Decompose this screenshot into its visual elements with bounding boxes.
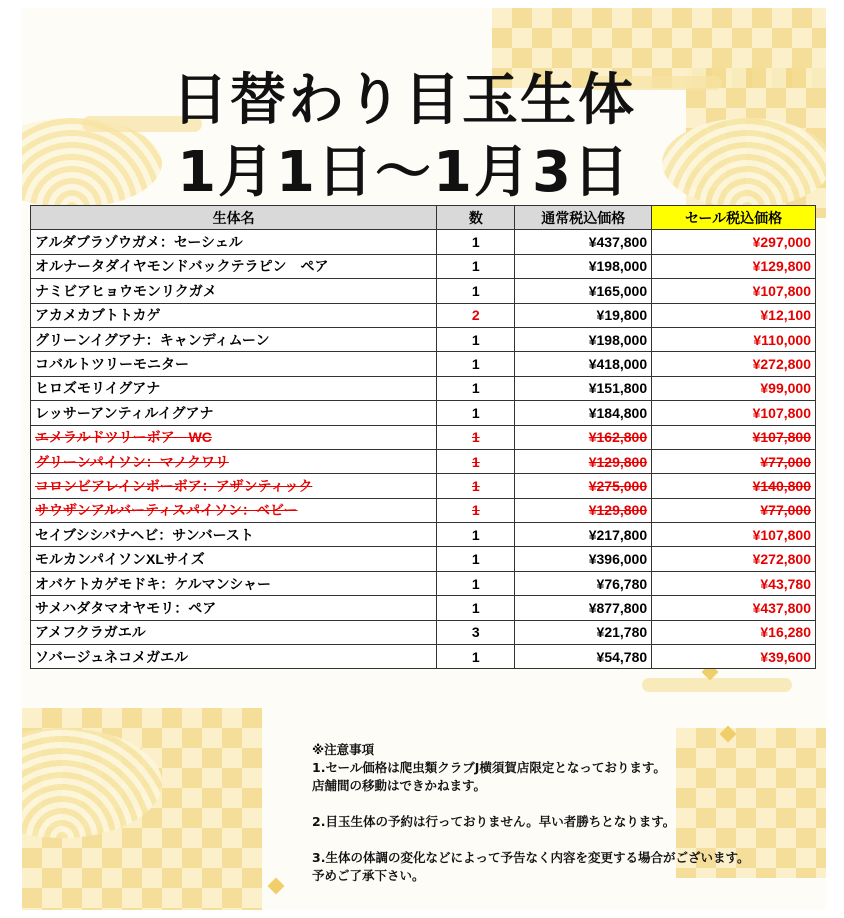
table-row-sold-out	[31, 449, 816, 473]
row-sale-price: ¥272,800	[652, 352, 816, 376]
row-qty: 1	[437, 352, 515, 376]
header-regular-price: 通常税込価格	[515, 206, 652, 230]
row-sale-price: ¥140,800	[652, 474, 816, 498]
row-sale-price: ¥107,800	[652, 401, 816, 425]
table-row-sold-out	[31, 498, 816, 522]
row-sale-price: ¥99,000	[652, 376, 816, 400]
row-regular-price: ¥162,800	[515, 425, 652, 449]
table-header-row	[31, 206, 816, 230]
row-sale-price: ¥129,800	[652, 254, 816, 278]
table-row	[31, 547, 816, 571]
row-name: サウザンアルバーティスパイソン：ベビー	[31, 498, 437, 522]
row-qty: 1	[437, 327, 515, 351]
row-regular-price: ¥19,800	[515, 303, 652, 327]
row-regular-price: ¥198,000	[515, 327, 652, 351]
row-qty: 1	[437, 449, 515, 473]
row-regular-price: ¥217,800	[515, 523, 652, 547]
row-regular-price: ¥151,800	[515, 376, 652, 400]
row-qty: 1	[437, 254, 515, 278]
row-regular-price: ¥198,000	[515, 254, 652, 278]
row-sale-price: ¥77,000	[652, 449, 816, 473]
date-range-title: 1月1日～1月3日	[177, 140, 631, 205]
row-name: アメフクラガエル	[31, 620, 437, 644]
note-1-line-2: 店舗間の移動はできかねます。	[312, 778, 487, 793]
row-regular-price: ¥437,800	[515, 230, 652, 254]
row-name: コロンビアレインボーボア：アザンティック	[31, 474, 437, 498]
poster	[22, 8, 826, 910]
note-3-line-2: 予めご了承下さい。	[312, 868, 425, 883]
table-row-sold-out	[31, 425, 816, 449]
note-3-line-1: 3.生体の体調の変化などによって予告なく内容を変更する場合がございます。	[312, 850, 750, 865]
row-qty: 2	[437, 303, 515, 327]
header-qty: 数	[437, 206, 515, 230]
row-regular-price: ¥877,800	[515, 596, 652, 620]
table-row	[31, 620, 816, 644]
row-regular-price: ¥184,800	[515, 401, 652, 425]
note-2: 2.目玉生体の予約は行っておりません。早い者勝ちとなります。	[312, 814, 676, 829]
row-qty: 1	[437, 645, 515, 669]
row-name: オバケトカゲモドキ：ケルマンシャー	[31, 571, 437, 595]
header-sale-price: セール税込価格	[652, 206, 816, 230]
table-row	[31, 279, 816, 303]
row-regular-price: ¥396,000	[515, 547, 652, 571]
row-sale-price: ¥107,800	[652, 279, 816, 303]
row-regular-price: ¥129,800	[515, 498, 652, 522]
diamond-ornament-2	[268, 878, 285, 895]
row-sale-price: ¥77,000	[652, 498, 816, 522]
table-row	[31, 376, 816, 400]
table-row-sold-out	[31, 474, 816, 498]
row-regular-price: ¥418,000	[515, 352, 652, 376]
row-sale-price: ¥39,600	[652, 645, 816, 669]
row-sale-price: ¥110,000	[652, 327, 816, 351]
row-name: レッサーアンティルイグアナ	[31, 401, 437, 425]
row-name: アカメカブトトカゲ	[31, 303, 437, 327]
row-name: アルダブラゾウガメ：セーシェル	[31, 230, 437, 254]
note-1-line-1: 1.セール価格は爬虫類クラブJ横須賀店限定となっております。	[312, 760, 666, 775]
row-name: ヒロズモリイグアナ	[31, 376, 437, 400]
row-regular-price: ¥165,000	[515, 279, 652, 303]
row-qty: 1	[437, 474, 515, 498]
table-row	[31, 327, 816, 351]
row-regular-price: ¥275,000	[515, 474, 652, 498]
cloud-shape-bottom	[642, 678, 792, 692]
notes-section	[312, 741, 822, 885]
row-qty: 1	[437, 376, 515, 400]
row-regular-price: ¥21,780	[515, 620, 652, 644]
table-row	[31, 254, 816, 278]
row-qty: 1	[437, 425, 515, 449]
table-row	[31, 401, 816, 425]
row-name: ソバージュネコメガエル	[31, 645, 437, 669]
table-row	[31, 571, 816, 595]
row-name: セイブシシバナヘビ：サンバースト	[31, 523, 437, 547]
row-name: グリーンイグアナ：キャンディムーン	[31, 327, 437, 351]
notes-spacer	[312, 831, 822, 849]
row-name: オルナータダイヤモンドバックテラピン ペア	[31, 254, 437, 278]
notes-heading: ※注意事項	[312, 742, 375, 757]
row-regular-price: ¥129,800	[515, 449, 652, 473]
table-row	[31, 230, 816, 254]
table-row	[31, 596, 816, 620]
header-name: 生体名	[31, 206, 437, 230]
row-sale-price: ¥43,780	[652, 571, 816, 595]
row-sale-price: ¥107,800	[652, 425, 816, 449]
row-sale-price: ¥437,800	[652, 596, 816, 620]
row-sale-price: ¥16,280	[652, 620, 816, 644]
page-title: 日替わり目玉生体	[172, 68, 636, 133]
row-qty: 1	[437, 498, 515, 522]
table-row	[31, 523, 816, 547]
price-table	[30, 205, 816, 669]
row-qty: 1	[437, 230, 515, 254]
row-qty: 1	[437, 523, 515, 547]
notes-spacer	[312, 795, 822, 813]
table-row	[31, 645, 816, 669]
row-name: サメハダタマオヤモリ：ペア	[31, 596, 437, 620]
row-qty: 1	[437, 571, 515, 595]
row-name: エメラルドツリーボア WC	[31, 425, 437, 449]
row-qty: 1	[437, 547, 515, 571]
row-name: モルカンパイソンXLサイズ	[31, 547, 437, 571]
row-sale-price: ¥272,800	[652, 547, 816, 571]
row-regular-price: ¥76,780	[515, 571, 652, 595]
row-qty: 1	[437, 596, 515, 620]
row-sale-price: ¥12,100	[652, 303, 816, 327]
table-row	[31, 303, 816, 327]
row-qty: 1	[437, 401, 515, 425]
row-sale-price: ¥297,000	[652, 230, 816, 254]
row-name: グリーンパイソン：マノクワリ	[31, 449, 437, 473]
table-row	[31, 352, 816, 376]
row-sale-price: ¥107,800	[652, 523, 816, 547]
row-qty: 1	[437, 279, 515, 303]
row-name: コバルトツリーモニター	[31, 352, 437, 376]
row-name: ナミビアヒョウモンリクガメ	[31, 279, 437, 303]
row-qty: 3	[437, 620, 515, 644]
row-regular-price: ¥54,780	[515, 645, 652, 669]
